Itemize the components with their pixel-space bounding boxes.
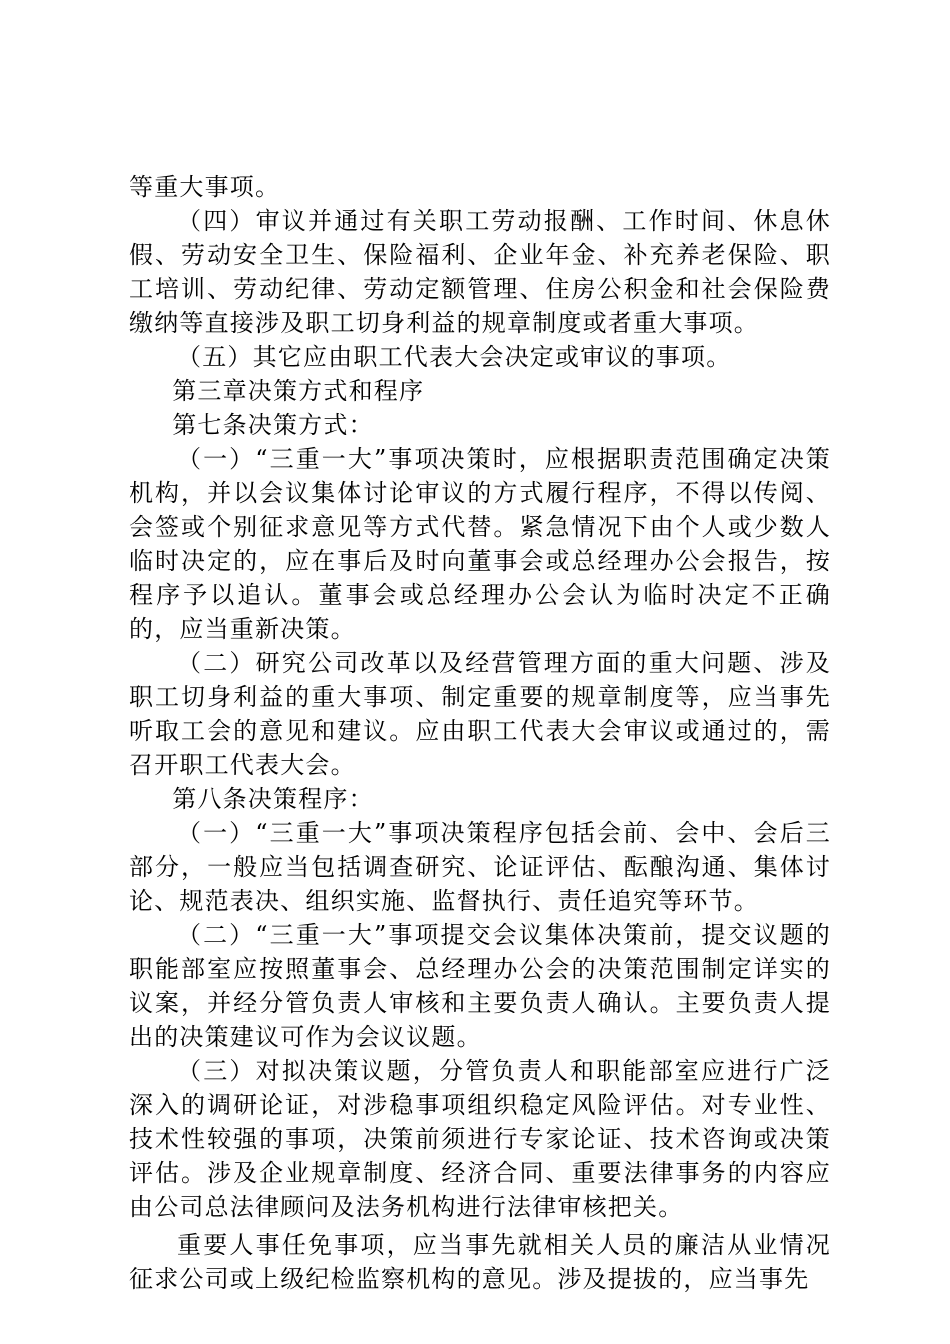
paragraph-article-7-item-2: （二）研究公司改革以及经营管理方面的重大问题、涉及职工切身利益的重大事项、制定重要的规章制度等，应当事先听取工会的意见和建议。应由职工代表大会审议或通过的，需召开职工代表大会。 — [129, 649, 831, 779]
article-7-heading: 第七条决策方式： — [172, 411, 374, 439]
paragraph-article-8-item-3: （三）对拟决策议题，分管负责人和职能部室应进行广泛深入的调研论证，对涉稳事项组织稳定风险评估。对专业性、技术性较强的事项，决策前须进行专家论证、技术咨询或决策评估。涉及企业规章制度、经济合同、重要法律事务的内容应由公司总法律顾问及法务机构进行法律审核把关。 — [129, 1057, 831, 1221]
paragraph-article-7-item-1: （一）“三重一大”事项决策时，应根据职责范围确定决策机构，并以会议集体讨论审议的方式履行程序，不得以传阅、会签或个别征求意见等方式代替。紧急情况下由个人或少数人临时决定的，应在事后及时向董事会或总经理办公会报告，按程序予以追认。董事会或总经理办公会认为临时决定不正确的，应当重新决策。 — [129, 445, 831, 643]
chapter-heading: 第三章决策方式和程序 — [172, 377, 425, 405]
paragraph-item-5: （五）其它应由职工代表大会决定或审议的事项。 — [177, 343, 732, 371]
paragraph-continuation: 等重大事项。 — [129, 173, 281, 201]
paragraph-item-4: （四）审议并通过有关职工劳动报酬、工作时间、休息休假、劳动安全卫生、保险福利、企业年金、补充养老保险、职工培训、劳动纪律、劳动定额管理、住房公积金和社会保险费缴纳等直接涉及职工切身利益的规章制度或者重大事项。 — [129, 207, 831, 337]
document-body — [129, 170, 831, 1296]
article-8-heading: 第八条决策程序： — [172, 785, 374, 813]
paragraph-article-8-item-1: （一）“三重一大”事项决策程序包括会前、会中、会后三部分，一般应当包括调查研究、论证评估、酝酿沟通、集体讨论、规范表决、组织实施、监督执行、责任追究等环节。 — [129, 819, 831, 915]
paragraph-personnel-appointments: 重要人事任免事项，应当事先就相关人员的廉洁从业情况征求公司或上级纪检监察机构的意见。涉及提拔的，应当事先 — [129, 1231, 831, 1293]
paragraph-article-8-item-2: （二）“三重一大”事项提交会议集体决策前，提交议题的职能部室应按照董事会、总经理办公会的决策范围制定详实的议案，并经分管负责人审核和主要负责人确认。主要负责人提出的决策建议可作为会议议题。 — [129, 921, 831, 1051]
